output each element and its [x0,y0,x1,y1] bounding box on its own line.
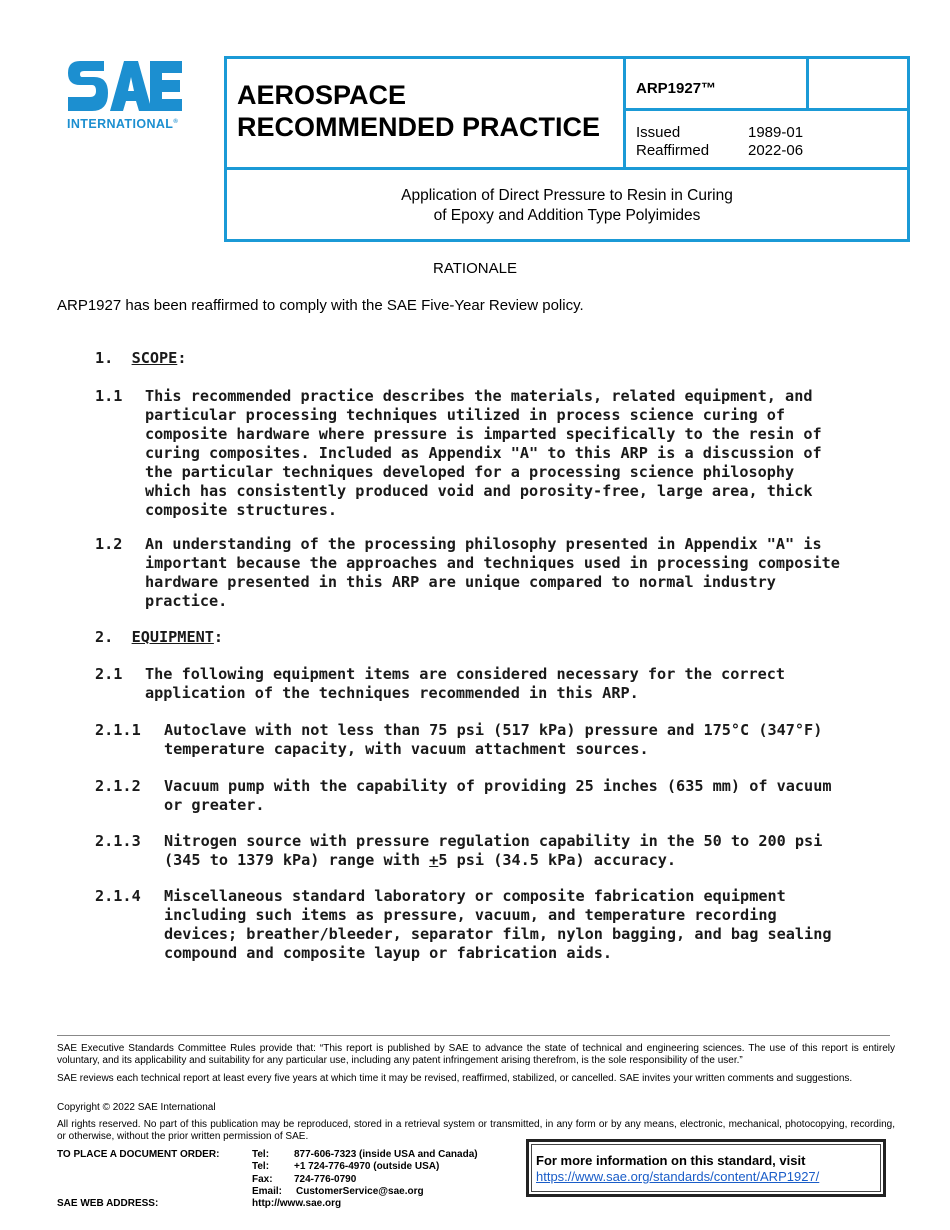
rationale-heading: RATIONALE [433,260,517,277]
document-header [224,56,910,242]
footer-rules-text: SAE Executive Standards Committee Rules provide that: “This report is published by SAE to advance the state of technical and engineering sciences. The use of this report is entirely voluntary, and its applicability and suitability for any particular use, including any patent infringement arising therefrom, is the sole responsibility of the user.” [57,1043,895,1066]
document-number: ARP1927™ [636,80,717,97]
para-2-1-3: Nitrogen source with pressure regulation capability in the 50 to 200 psi (345 to 1379 kPa) range with +5 psi (34.5 kPa) accuracy. [164,832,823,869]
section-2-heading: 2. EQUIPMENT: [95,628,224,646]
document-number-cell [626,59,809,111]
document-type: AEROSPACE RECOMMENDED PRACTICE [237,80,601,142]
para-2-1: The following equipment items are considered necessary for the correct application of the techniques recommended in this ARP. [145,665,786,702]
footer-divider [57,1035,890,1036]
blank-cell [809,59,907,111]
order-label: TO PLACE A DOCUMENT ORDER: [57,1149,220,1160]
reaffirmed-row: Reaffirmed 2022-06 [636,142,804,159]
more-info-title: For more information on this standard, visit [536,1153,806,1168]
email-link[interactable]: CustomerService@sae.org [296,1186,424,1197]
document-subject: Application of Direct Pressure to Resin in Curing of Epoxy and Addition Type Polyimides [401,187,733,224]
para-1-1: This recommended practice describes the materials, related equipment, and particular processing techniques utilized in process science curing of composite hardware where pressure is imparted specifically to the resin of curing composites. Included as Appendix "A" to this ARP is a discussion of the particular techniques developed for a processing science philosophy which has consistently produced void and porosity-free, large area, thick composite structures. [145,387,822,519]
para-2-1-number: 2.1 [95,665,123,683]
para-2-1-2-number: 2.1.2 [95,777,141,795]
standard-link[interactable]: https://www.sae.org/standards/content/ARP1927/ [536,1169,820,1184]
footer-copyright: Copyright © 2022 SAE International [57,1102,216,1113]
tel1-value: 877-606-7323 (inside USA and Canada) [294,1149,478,1160]
issued-row: Issued 1989-01 [636,124,804,141]
fax-label: Fax: [252,1174,273,1185]
rationale-text: ARP1927 has been reaffirmed to comply with the SAE Five-Year Review policy. [57,297,584,314]
web-label: SAE WEB ADDRESS: [57,1198,159,1209]
para-2-1-4-number: 2.1.4 [95,887,141,905]
sae-logo-wordmark: INTERNATIONAL® [67,117,179,131]
para-1-1-number: 1.1 [95,387,123,405]
footer-rights-text: All rights reserved. No part of this publication may be reproduced, stored in a retrieval system or transmitted, in any form or by any means, electronic, mechanical, photocopying, recording, or otherwise, without the prior written permission of SAE. [57,1119,895,1142]
para-2-1-4: Miscellaneous standard laboratory or composite fabrication equipment including such items as pressure, vacuum, and temperature recording devices; breather/bleeder, separator film, nylon bagging, and bag sealing compound and composite layup or fabrication aids. [164,887,832,962]
tel2-value: +1 724-776-4970 (outside USA) [294,1161,440,1172]
section-1-heading: 1. SCOPE: [95,349,187,367]
para-1-2-number: 1.2 [95,535,123,553]
para-2-1-3-number: 2.1.3 [95,832,141,850]
email-label: Email: [252,1186,283,1197]
para-2-1-1-number: 2.1.1 [95,721,141,739]
footer-review-text: SAE reviews each technical report at least every five years at which time it may be revised, reaffirmed, stabilized, or cancelled. SAE invites your written comments and suggestions. [57,1073,853,1084]
para-2-1-1: Autoclave with not less than 75 psi (517 kPa) pressure and 175°C (347°F) temperature capacity, with vacuum attachment sources. [164,721,823,758]
document-type-cell [227,59,626,170]
more-info-box [526,1139,886,1197]
para-2-1-2: Vacuum pump with the capability of providing 25 inches (635 mm) of vacuum or greater. [164,777,832,814]
dates-cell [626,111,907,170]
sae-logo-mark [66,55,184,115]
para-1-2: An understanding of the processing philosophy presented in Appendix "A" is important because the approaches and techniques used in processing composite hardware presented in this ARP are unique compared to normal industry practice. [145,535,840,610]
sae-logo [66,55,191,133]
tel2-label: Tel: [252,1161,270,1172]
fax-value: 724-776-0790 [294,1174,357,1185]
tel1-label: Tel: [252,1149,270,1160]
web-link[interactable]: http://www.sae.org [252,1198,342,1209]
